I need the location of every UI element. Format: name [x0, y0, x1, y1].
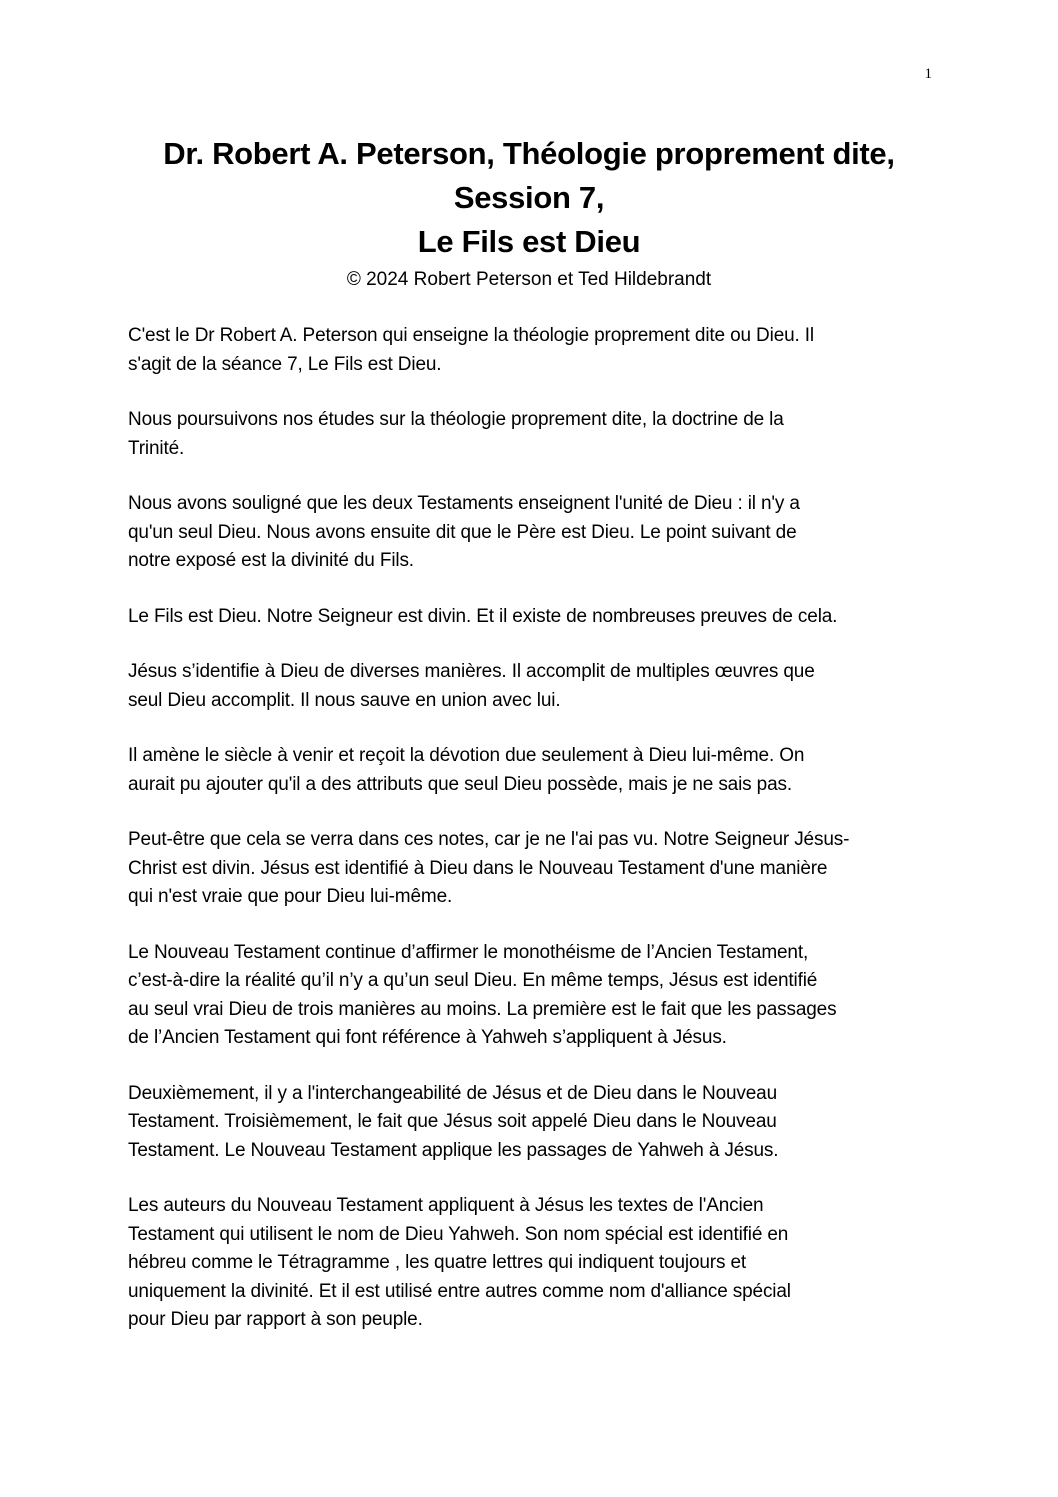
- copyright-notice: © 2024 Robert Peterson et Ted Hildebrandt: [346, 269, 712, 290]
- paragraph-line: s'agit de la séance 7, Le Fils est Dieu.: [128, 353, 442, 375]
- paragraph: [128, 1080, 946, 1166]
- paragraph-line: Le Fils est Dieu. Notre Seigneur est divin. Et il existe de nombreuses preuves de cela.: [128, 605, 838, 627]
- paragraph: [128, 1192, 946, 1335]
- paragraph-line: pour Dieu par rapport à son peuple.: [128, 1309, 423, 1330]
- paragraph-line: Testament. Troisièmement, le fait que Jésus soit appelé Dieu dans le Nouveau: [128, 1111, 777, 1132]
- title-line: Session 7,: [453, 180, 605, 215]
- paragraph: [128, 939, 946, 1053]
- paragraph-line: Le Nouveau Testament continue d’affirmer le monothéisme de l’Ancien Testament,: [128, 941, 809, 963]
- paragraph: [128, 742, 946, 799]
- paragraph-line: Deuxièmement, il y a l'interchangeabilité de Jésus et de Dieu dans le Nouveau: [128, 1082, 778, 1104]
- paragraph-line: Peut-être que cela se verra dans ces notes, car je ne l'ai pas vu. Notre Seigneur Jésus-: [128, 829, 850, 850]
- document-body: [128, 322, 946, 1362]
- paragraph: [128, 322, 946, 379]
- document-header: [60, 132, 998, 294]
- paragraph-line: Nous avons souligné que les deux Testaments enseignent l'unité de Dieu : il n'y a: [128, 493, 800, 514]
- paragraph: [128, 826, 946, 912]
- page-number: 1: [924, 66, 932, 82]
- paragraph-line: aurait pu ajouter qu'il a des attributs que seul Dieu possède, mais je ne sais pas.: [128, 773, 792, 795]
- paragraph-line: notre exposé est la divinité du Fils.: [128, 550, 414, 571]
- paragraph: [128, 490, 946, 576]
- paragraph-line: Testament. Le Nouveau Testament applique les passages de Yahweh à Jésus.: [128, 1139, 779, 1161]
- paragraph-line: Jésus s’identifie à Dieu de diverses manières. Il accomplit de multiples œuvres que: [128, 661, 815, 682]
- paragraph-line: de l’Ancien Testament qui font référence à Yahweh s’appliquent à Jésus.: [128, 1027, 727, 1048]
- paragraph-line: c’est-à-dire la réalité qu’il n’y a qu’un seul Dieu. En même temps, Jésus est identifié: [128, 970, 818, 991]
- paragraph-line: qui n'est vraie que pour Dieu lui-même.: [128, 886, 453, 907]
- paragraph-line: Nous poursuivons nos études sur la théologie proprement dite, la doctrine de la: [128, 409, 784, 430]
- paragraph-line: au seul vrai Dieu de trois manières au moins. La première est le fait que les passages: [128, 998, 837, 1020]
- title-line: Dr. Robert A. Peterson, Théologie proprement dite,: [163, 136, 895, 171]
- paragraph: [128, 603, 946, 632]
- paragraph-line: Trinité.: [128, 437, 185, 459]
- paragraph-line: Il amène le siècle à venir et reçoit la dévotion due seulement à Dieu lui-même. On: [128, 745, 805, 766]
- paragraph-line: Les auteurs du Nouveau Testament appliquent à Jésus les textes de l'Ancien: [128, 1195, 764, 1216]
- paragraph-line: seul Dieu accomplit. Il nous sauve en union avec lui.: [128, 689, 561, 711]
- paragraph: [128, 406, 946, 463]
- paragraph-line: C'est le Dr Robert A. Peterson qui enseigne la théologie proprement dite ou Dieu. Il: [128, 325, 814, 346]
- paragraph: [128, 658, 946, 715]
- paragraph-line: uniquement la divinité. Et il est utilisé entre autres comme nom d'alliance spécial: [128, 1280, 791, 1302]
- paragraph-line: Testament qui utilisent le nom de Dieu Yahweh. Son nom spécial est identifié en: [128, 1223, 789, 1245]
- paragraph-line: qu'un seul Dieu. Nous avons ensuite dit que le Père est Dieu. Le point suivant de: [128, 521, 797, 543]
- paragraph-line: Christ est divin. Jésus est identifié à Dieu dans le Nouveau Testament d'une manière: [128, 857, 828, 879]
- paragraph-line: hébreu comme le Tétragramme , les quatre lettres qui indiquent toujours et: [128, 1252, 746, 1273]
- title-line: Le Fils est Dieu: [417, 224, 641, 259]
